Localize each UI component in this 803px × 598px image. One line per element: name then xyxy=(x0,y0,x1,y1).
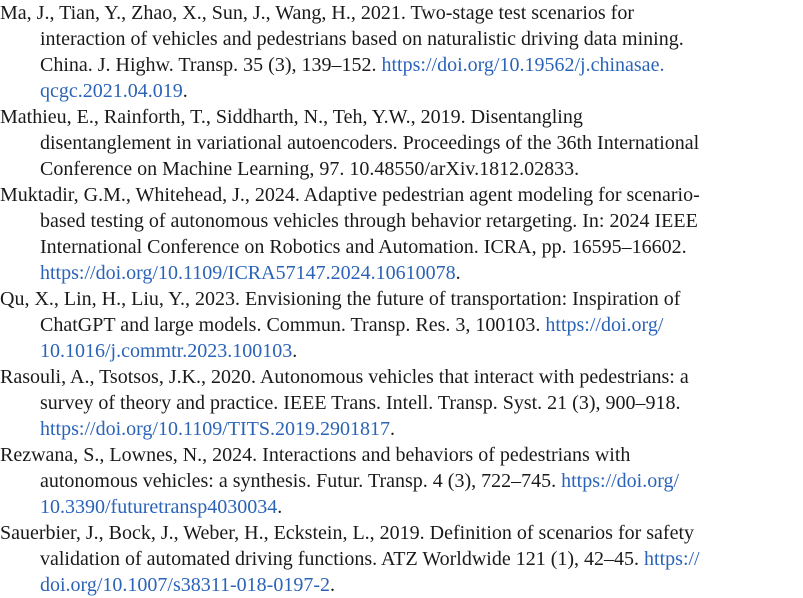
reference-entry xyxy=(0,442,803,520)
reference-line xyxy=(40,78,803,104)
doi-link[interactable]: https://doi.org/ xyxy=(545,314,664,336)
doi-link[interactable]: qcgc.2021.04.019 xyxy=(40,80,183,102)
doi-link[interactable]: https:// xyxy=(644,548,700,570)
reference-text: China. J. Highw. Transp. 35 (3), 139–152. xyxy=(40,54,382,76)
reference-entry xyxy=(0,364,803,442)
reference-text: International Conference on Robotics and Automation. ICRA, pp. 16595–16602. xyxy=(40,236,687,258)
reference-line xyxy=(40,156,803,182)
reference-entry xyxy=(0,520,803,598)
doi-link[interactable]: 10.1016/j.commtr.2023.100103 xyxy=(40,340,293,362)
reference-text: ChatGPT and large models. Commun. Transp. Res. 3, 100103. xyxy=(40,314,546,336)
reference-text: interaction of vehicles and pedestrians based on naturalistic driving data mining. xyxy=(40,28,684,50)
doi-link[interactable]: https://doi.org/ xyxy=(561,470,680,492)
reference-entry xyxy=(0,182,803,286)
reference-line xyxy=(40,26,803,52)
reference-line xyxy=(40,494,803,520)
reference-punctuation: . xyxy=(390,418,396,440)
reference-line xyxy=(40,260,803,286)
reference-text: Rezwana, S., Lownes, N., 2024. Interactions and behaviors of pedestrians with xyxy=(0,444,631,466)
reference-text: Rasouli, A., Tsotsos, J.K., 2020. Autonomous vehicles that interact with pedestrians: a xyxy=(0,366,689,388)
reference-text: Muktadir, G.M., Whitehead, J., 2024. Adaptive pedestrian agent modeling for scenario- xyxy=(0,184,700,206)
reference-line xyxy=(40,572,803,598)
reference-line xyxy=(40,390,803,416)
reference-text: Qu, X., Lin, H., Liu, Y., 2023. Envisioning the future of transportation: Inspiration of xyxy=(0,288,681,310)
reference-punctuation: . xyxy=(330,574,335,596)
reference-line xyxy=(0,182,803,208)
reference-line xyxy=(40,468,803,494)
reference-punctuation: . xyxy=(277,496,283,518)
reference-line xyxy=(0,442,803,468)
reference-line xyxy=(0,520,803,546)
reference-entry xyxy=(0,286,803,364)
reference-line xyxy=(40,312,803,338)
reference-line xyxy=(40,416,803,442)
reference-text: autonomous vehicles: a synthesis. Futur. Transp. 4 (3), 722–745. xyxy=(40,470,562,492)
reference-line xyxy=(0,364,803,390)
doi-link[interactable]: https://doi.org/10.1109/TITS.2019.2901817 xyxy=(40,418,391,440)
reference-text: Conference on Machine Learning, 97. 10.48550/arXiv.1812.02833. xyxy=(40,158,580,180)
reference-text: based testing of autonomous vehicles through behavior retargeting. In: 2024 IEEE xyxy=(40,210,698,232)
reference-text: Mathieu, E., Rainforth, T., Siddharth, N., Teh, Y.W., 2019. Disentangling xyxy=(0,106,583,128)
reference-punctuation: . xyxy=(182,80,188,102)
reference-entry xyxy=(0,0,803,104)
reference-entry xyxy=(0,104,803,182)
reference-text: survey of theory and practice. IEEE Trans. Intell. Transp. Syst. 21 (3), 900–918. xyxy=(40,392,681,414)
reference-line xyxy=(40,338,803,364)
reference-text: Ma, J., Tian, Y., Zhao, X., Sun, J., Wang, H., 2021. Two-stage test scenarios for xyxy=(0,2,634,24)
reference-text: validation of automated driving functions. ATZ Worldwide 121 (1), 42–45. xyxy=(40,548,645,570)
reference-line xyxy=(40,546,803,572)
reference-line xyxy=(0,104,803,130)
reference-line xyxy=(0,286,803,312)
doi-link[interactable]: doi.org/10.1007/s38311-018-0197-2 xyxy=(40,574,330,596)
reference-punctuation: . xyxy=(292,340,298,362)
reference-punctuation: . xyxy=(455,262,461,284)
reference-text: disentanglement in variational autoencoders. Proceedings of the 36th International xyxy=(40,132,700,154)
doi-link[interactable]: https://doi.org/10.19562/j.chinasae. xyxy=(381,54,665,76)
reference-text: Sauerbier, J., Bock, J., Weber, H., Eckstein, L., 2019. Definition of scenarios for safety xyxy=(0,522,695,544)
reference-line xyxy=(0,0,803,26)
doi-link[interactable]: https://doi.org/10.1109/ICRA57147.2024.10610078 xyxy=(40,262,456,284)
reference-line xyxy=(40,234,803,260)
reference-line xyxy=(40,130,803,156)
reference-line xyxy=(40,52,803,78)
reference-line xyxy=(40,208,803,234)
doi-link[interactable]: 10.3390/futuretransp4030034 xyxy=(40,496,278,518)
